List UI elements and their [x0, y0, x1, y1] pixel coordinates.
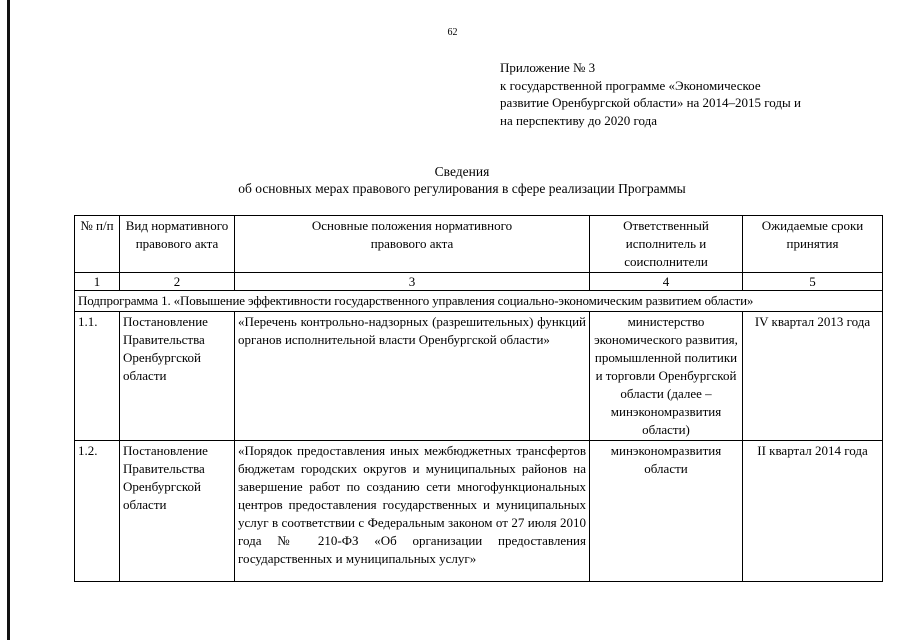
page-number: 62 — [447, 27, 458, 38]
table-row — [75, 312, 883, 441]
document-title — [0, 163, 905, 197]
header-responsible: Ответственный исполнитель и соисполнители — [590, 216, 743, 273]
subprogram-row — [75, 291, 883, 312]
row-num: 1.1. — [75, 312, 120, 441]
column-number: 5 — [743, 273, 883, 291]
measures-table — [74, 215, 883, 582]
row-type: Постановление Правительства Оренбургской области — [120, 312, 235, 441]
column-number: 1 — [75, 273, 120, 291]
row-deadline: II квартал 2014 года — [743, 441, 883, 582]
table-row — [75, 441, 883, 582]
appendix-line: на перспективу до 2020 года — [500, 112, 658, 128]
title-line-2: об основных мерах правового регулирования в сфере реализации Программы — [238, 181, 686, 196]
row-num: 1.2. — [75, 441, 120, 582]
row-provisions: «Порядок предоставления иных межбюджетных трансфертов бюджетам городских округов и муниципальных районов на завершение работ по созданию сети многофункциональных центров предоставления государственных и муниципальных услуг в соответствии с Федеральным законом от 27 июля 2010 года № 210-ФЗ «Об организации предоставления государственных и муниципальных услуг» — [235, 441, 590, 582]
column-number-row — [75, 273, 883, 291]
header-row — [75, 216, 883, 273]
appendix-line: развитие Оренбургской области» на 2014–2015 годы и — [500, 95, 801, 110]
header-type: Вид нормативного правового акта — [120, 216, 235, 273]
subprogram-title: Подпрограмма 1. «Повышение эффективности государственного управления социально-экономическим развитием области» — [75, 291, 883, 312]
appendix-line: к государственной программе «Экономическое — [500, 77, 761, 93]
header-provisions-text: Основные положения нормативного правового акта — [311, 218, 513, 251]
header-num: № п/п — [75, 216, 120, 273]
row-responsible: минэкономразвития области — [590, 441, 743, 582]
column-number: 3 — [235, 273, 590, 291]
appendix-header — [500, 59, 880, 129]
header-provisions — [235, 216, 590, 273]
appendix-line: Приложение № 3 — [500, 60, 596, 75]
row-responsible: министерство экономического развития, промышленной политики и торговли Оренбургской области (далее – минэкономразвития области) — [590, 312, 743, 441]
column-number: 4 — [590, 273, 743, 291]
title-line-1: Сведения — [434, 164, 490, 179]
row-deadline: IV квартал 2013 года — [743, 312, 883, 441]
row-provisions: «Перечень контрольно-надзорных (разрешительных) функций органов исполнительной власти Оренбургской области» — [235, 312, 590, 441]
row-type: Постановление Правительства Оренбургской области — [120, 441, 235, 582]
header-deadline: Ожидаемые сроки принятия — [743, 216, 883, 273]
binding-edge — [7, 0, 10, 640]
column-number: 2 — [120, 273, 235, 291]
